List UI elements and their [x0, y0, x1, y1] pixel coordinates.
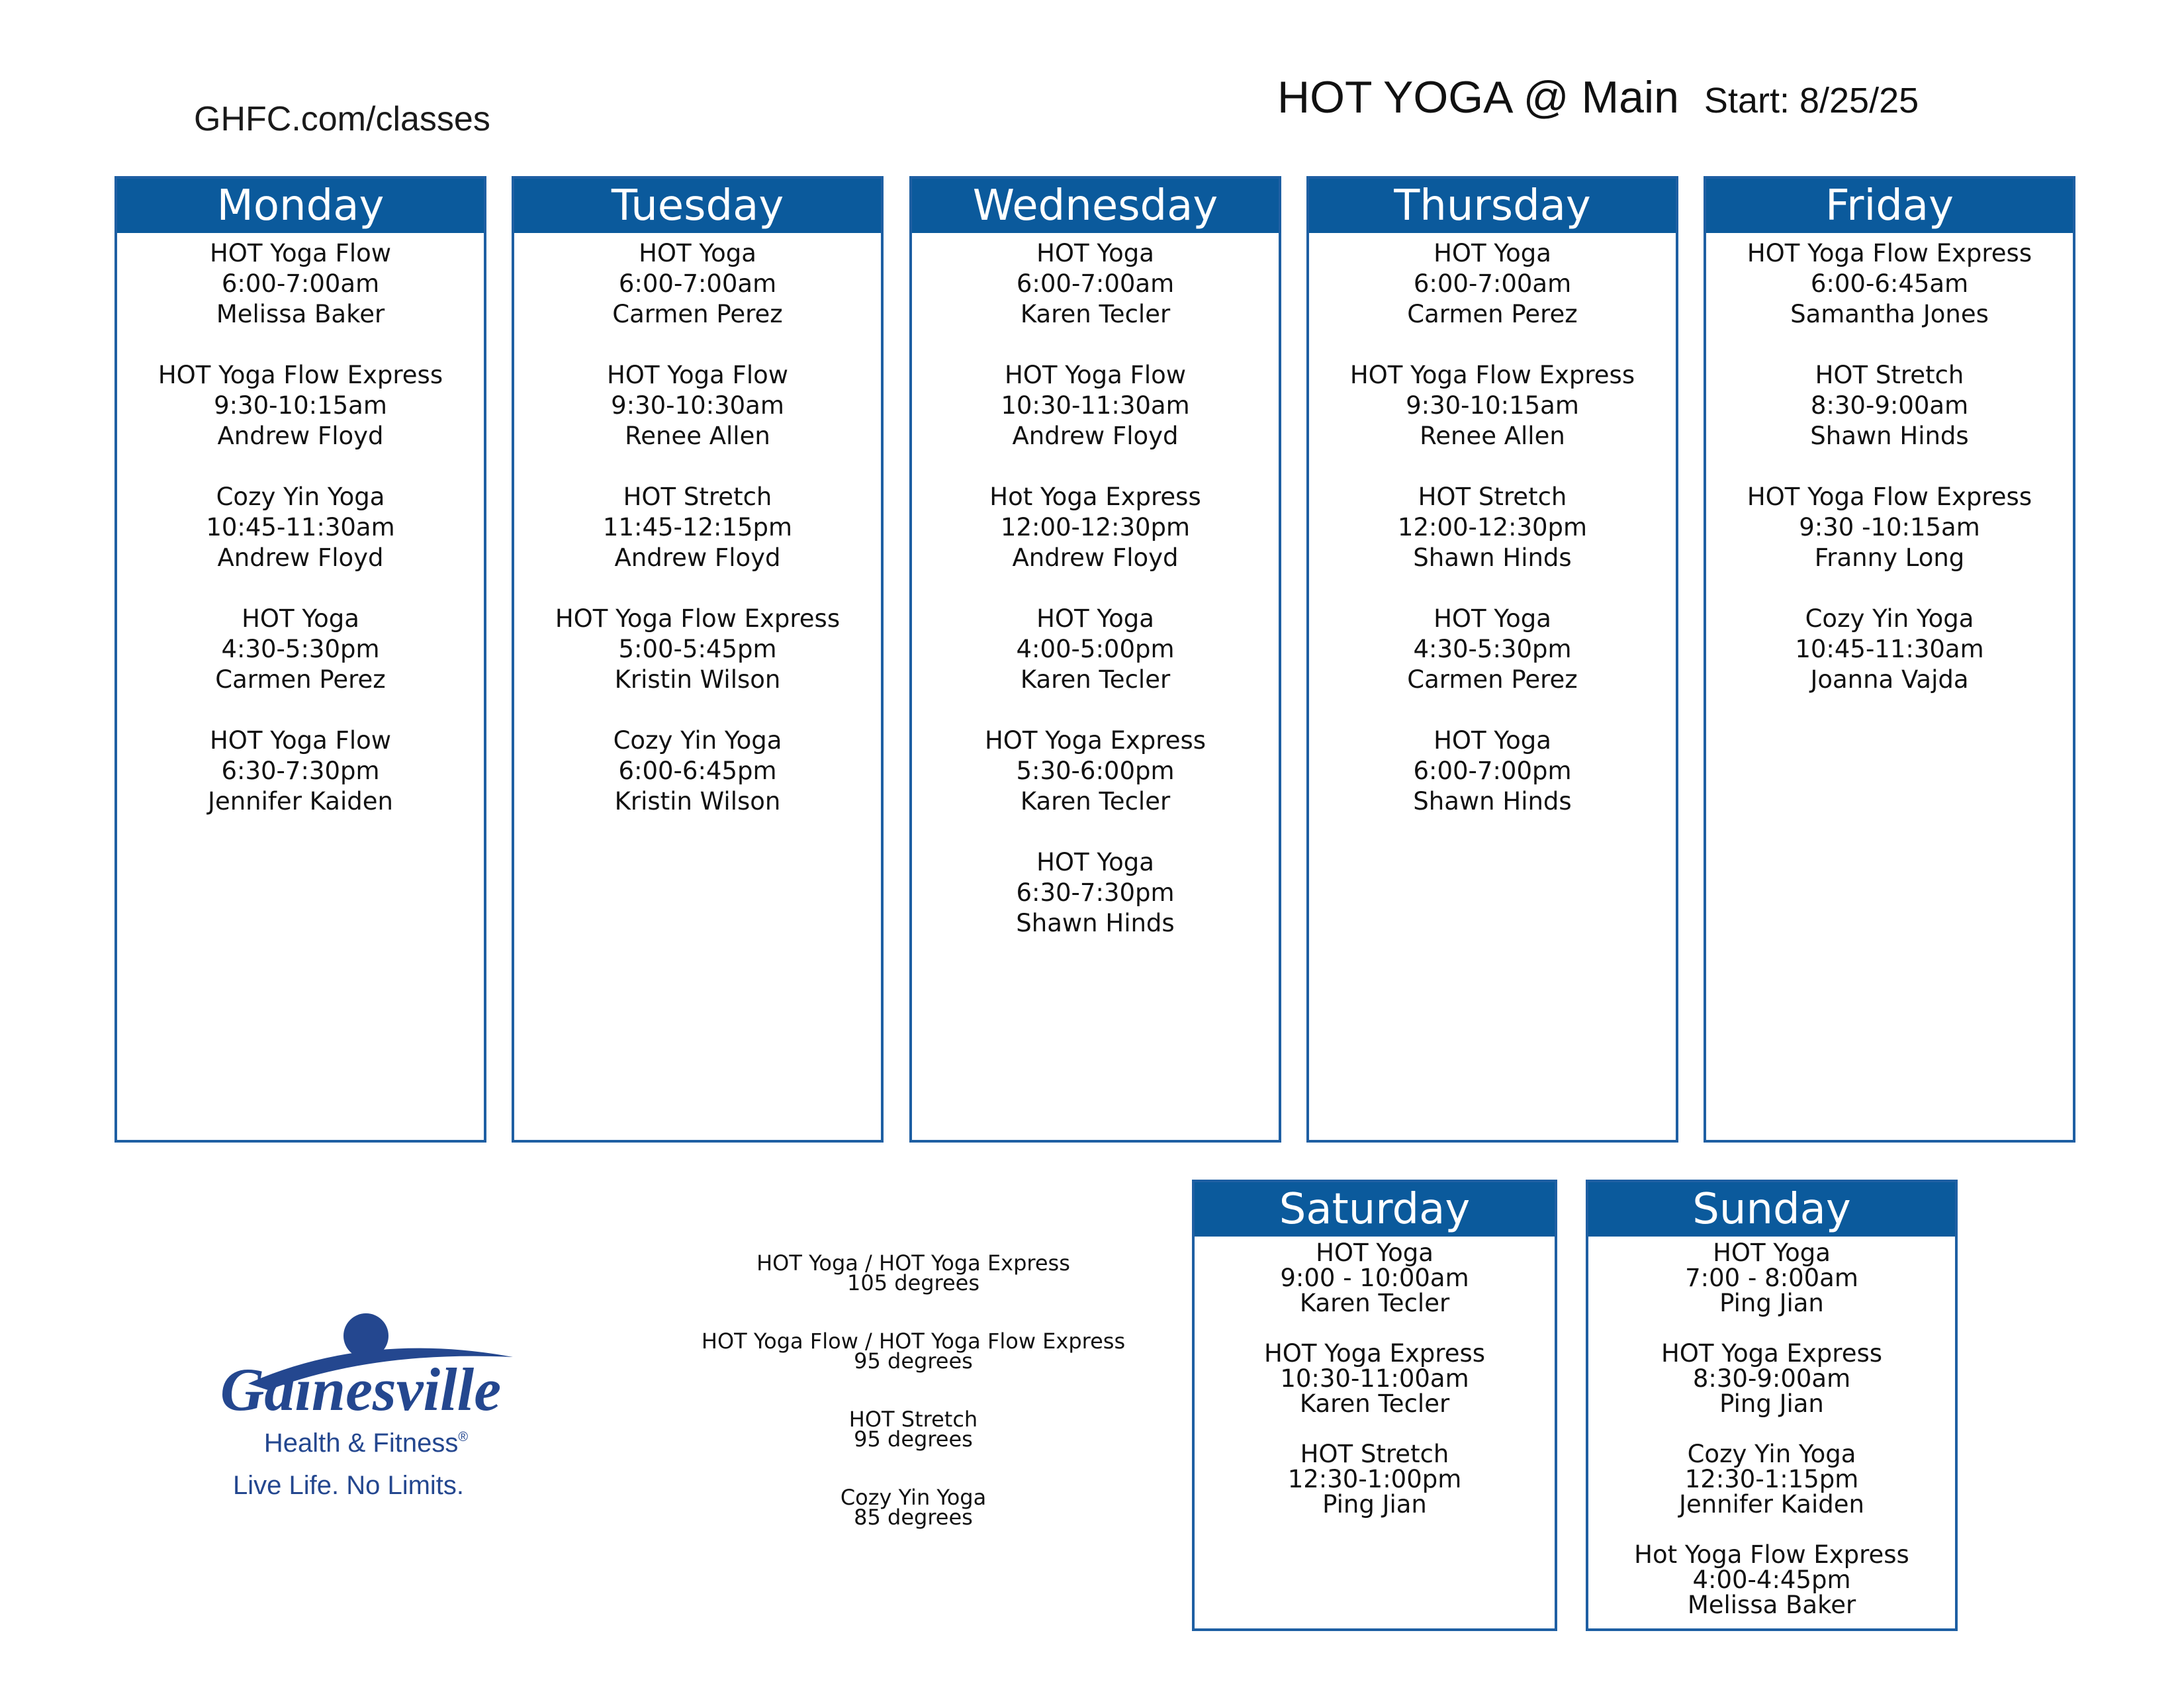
class-time: 6:30-7:30pm — [1016, 878, 1175, 907]
day-header: Saturday — [1195, 1182, 1555, 1237]
class-entry — [1309, 238, 1676, 330]
class-instructor: Carmen Perez — [1407, 300, 1578, 328]
class-time: 10:30-11:00am — [1280, 1364, 1469, 1393]
class-name: HOT Yoga Express — [984, 726, 1206, 755]
class-time: 4:30-5:30pm — [1413, 635, 1572, 663]
day-column-thursday — [1306, 176, 1678, 1143]
class-instructor: Ping Jian — [1719, 1289, 1824, 1317]
day-column-monday — [114, 176, 486, 1143]
class-time: 9:30 -10:15am — [1799, 513, 1980, 541]
class-name: HOT Yoga — [242, 604, 359, 633]
class-instructor: Karen Tecler — [1020, 665, 1171, 694]
class-instructor: Carmen Perez — [215, 665, 386, 694]
class-entry — [514, 482, 881, 573]
class-entry — [514, 238, 881, 330]
class-name: Cozy Yin Yoga — [216, 483, 385, 511]
class-name: HOT Yoga Flow — [606, 361, 788, 389]
class-name: HOT Yoga — [1433, 239, 1551, 267]
class-time: 12:00-12:30pm — [1000, 513, 1191, 541]
class-time: 5:30-6:00pm — [1016, 757, 1175, 785]
class-name: Hot Yoga Express — [989, 483, 1201, 511]
class-entry — [1706, 360, 2073, 451]
class-entry — [912, 238, 1279, 330]
class-time: 5:00-5:45pm — [618, 635, 777, 663]
class-instructor: Andrew Floyd — [217, 543, 384, 572]
class-entry — [1706, 238, 2073, 330]
class-entry — [1706, 482, 2073, 573]
class-entry — [117, 360, 484, 451]
class-name: HOT Yoga Flow — [209, 239, 391, 267]
class-time: 9:00 - 10:00am — [1280, 1264, 1469, 1292]
class-entry — [1588, 1341, 1955, 1417]
day-column-saturday — [1192, 1180, 1557, 1631]
day-column-sunday — [1586, 1180, 1958, 1631]
class-time: 6:30-7:30pm — [221, 757, 380, 785]
class-instructor: Shawn Hinds — [1810, 422, 1969, 450]
class-instructor: Melissa Baker — [216, 300, 385, 328]
class-entry — [1195, 1442, 1555, 1517]
class-instructor: Joanna Vajda — [1810, 665, 1969, 694]
day-header: Friday — [1706, 179, 2073, 233]
class-entry — [1195, 1341, 1555, 1417]
class-instructor: Jennifer Kaiden — [208, 787, 393, 816]
class-instructor: Andrew Floyd — [1012, 543, 1179, 572]
class-time: 4:00-4:45pm — [1692, 1566, 1851, 1594]
schedule-title: HOT YOGA @ Main — [1277, 72, 1679, 122]
class-time: 12:00-12:30pm — [1397, 513, 1588, 541]
class-name: HOT Yoga — [639, 239, 756, 267]
class-time: 6:00-7:00pm — [1413, 757, 1572, 785]
page-title — [1277, 71, 1919, 123]
class-instructor: Renee Allen — [1420, 422, 1565, 450]
class-name: Hot Yoga Flow Express — [1634, 1540, 1909, 1569]
class-entry — [117, 482, 484, 573]
class-instructor: Andrew Floyd — [1012, 422, 1179, 450]
class-name: HOT Yoga Flow Express — [1747, 483, 2032, 511]
class-entry — [1309, 360, 1676, 451]
legend-item: Cozy Yin Yoga 85 degrees — [840, 1485, 987, 1530]
logo-subtitle: Health & Fitness® — [263, 1429, 469, 1458]
class-entry — [1588, 1241, 1955, 1316]
start-date: Start: 8/25/25 — [1704, 81, 1919, 120]
class-time: 9:30-10:15am — [214, 391, 387, 420]
class-instructor: Ping Jian — [1719, 1389, 1824, 1418]
day-column-friday — [1704, 176, 2075, 1143]
class-entry — [514, 726, 881, 817]
class-entry — [1309, 726, 1676, 817]
class-instructor: Andrew Floyd — [614, 543, 781, 572]
class-entry — [1309, 482, 1676, 573]
day-column-wednesday — [909, 176, 1281, 1143]
class-instructor: Melissa Baker — [1687, 1591, 1856, 1619]
class-entry — [1588, 1542, 1955, 1618]
class-entry — [1706, 604, 2073, 695]
class-name: HOT Yoga Flow Express — [1349, 361, 1635, 389]
class-time: 4:30-5:30pm — [221, 635, 380, 663]
day-header: Thursday — [1309, 179, 1676, 233]
class-instructor: Karen Tecler — [1299, 1289, 1450, 1317]
class-entry — [912, 847, 1279, 939]
class-list — [1588, 1237, 1955, 1618]
class-name: HOT Stretch — [1815, 361, 1964, 389]
class-name: HOT Stretch — [1418, 483, 1567, 511]
class-entry — [117, 604, 484, 695]
class-name: Cozy Yin Yoga — [613, 726, 782, 755]
day-header: Tuesday — [514, 179, 881, 233]
class-name: Cozy Yin Yoga — [1687, 1440, 1856, 1468]
class-list — [514, 233, 881, 817]
logo-wordmark: Gainesville — [220, 1356, 502, 1423]
class-entry — [912, 604, 1279, 695]
class-time: 6:00-7:00am — [1016, 269, 1175, 298]
class-time: 11:45-12:15pm — [602, 513, 793, 541]
class-entry — [117, 726, 484, 817]
class-entry — [514, 604, 881, 695]
class-entry — [117, 238, 484, 330]
class-name: HOT Yoga — [1713, 1239, 1831, 1267]
class-entry — [912, 726, 1279, 817]
class-list — [1309, 233, 1676, 817]
class-time: 6:00-6:45pm — [618, 757, 777, 785]
class-time: 8:30-9:00am — [1810, 391, 1969, 420]
class-instructor: Carmen Perez — [612, 300, 783, 328]
class-list — [117, 233, 484, 817]
class-time: 6:00-7:00am — [1413, 269, 1572, 298]
class-instructor: Renee Allen — [625, 422, 770, 450]
class-time: 10:45-11:30am — [206, 513, 395, 541]
class-time: 9:30-10:30am — [611, 391, 784, 420]
class-time: 6:00-7:00am — [221, 269, 380, 298]
class-name: HOT Yoga Flow Express — [158, 361, 443, 389]
website-url: GHFC.com/classes — [194, 100, 490, 138]
class-instructor: Karen Tecler — [1020, 300, 1171, 328]
class-name: HOT Yoga — [1036, 848, 1154, 876]
class-name: HOT Yoga Flow Express — [555, 604, 841, 633]
day-header: Sunday — [1588, 1182, 1955, 1237]
class-entry — [514, 360, 881, 451]
class-name: HOT Yoga Express — [1263, 1339, 1486, 1368]
class-name: HOT Yoga Flow Express — [1747, 239, 2032, 267]
class-instructor: Carmen Perez — [1407, 665, 1578, 694]
class-instructor: Samantha Jones — [1790, 300, 1989, 328]
day-column-tuesday — [512, 176, 884, 1143]
class-time: 10:45-11:30am — [1795, 635, 1984, 663]
class-time: 4:00-5:00pm — [1016, 635, 1175, 663]
class-time: 7:00 - 8:00am — [1685, 1264, 1858, 1292]
class-time: 8:30-9:00am — [1692, 1364, 1851, 1393]
day-header: Monday — [117, 179, 484, 233]
class-instructor: Shawn Hinds — [1413, 787, 1572, 816]
class-instructor: Karen Tecler — [1020, 787, 1171, 816]
class-time: 6:00-6:45am — [1810, 269, 1969, 298]
class-name: HOT Yoga — [1036, 239, 1154, 267]
class-instructor: Shawn Hinds — [1413, 543, 1572, 572]
legend-item: HOT Yoga / HOT Yoga Express 105 degrees — [756, 1250, 1070, 1295]
class-instructor: Franny Long — [1814, 543, 1965, 572]
legend-item: HOT Stretch 95 degrees — [848, 1407, 978, 1452]
class-name: HOT Stretch — [623, 483, 772, 511]
temperature-legend — [688, 1250, 1138, 1566]
class-entry — [912, 482, 1279, 573]
class-instructor: Andrew Floyd — [217, 422, 384, 450]
class-list — [1706, 233, 2073, 695]
class-entry — [1195, 1241, 1555, 1316]
class-time: 12:30-1:15pm — [1684, 1465, 1859, 1493]
class-instructor: Jennifer Kaiden — [1679, 1490, 1864, 1519]
class-name: HOT Yoga — [1316, 1239, 1433, 1267]
class-name: HOT Yoga Flow — [1004, 361, 1186, 389]
day-header: Wednesday — [912, 179, 1279, 233]
class-name: HOT Stretch — [1300, 1440, 1449, 1468]
class-name: HOT Yoga — [1433, 604, 1551, 633]
class-instructor: Karen Tecler — [1299, 1389, 1450, 1418]
class-list — [912, 233, 1279, 939]
legend-item: HOT Yoga Flow / HOT Yoga Flow Express 95 degrees — [701, 1329, 1126, 1374]
tagline: Live Life. No Limits. — [233, 1471, 465, 1500]
class-list — [1195, 1237, 1555, 1517]
class-instructor: Ping Jian — [1322, 1490, 1427, 1519]
class-name: HOT Yoga Flow — [209, 726, 391, 755]
class-name: HOT Yoga — [1433, 726, 1551, 755]
class-instructor: Kristin Wilson — [614, 787, 781, 816]
class-entry — [1309, 604, 1676, 695]
class-time: 10:30-11:30am — [1001, 391, 1190, 420]
class-instructor: Shawn Hinds — [1016, 909, 1175, 937]
class-instructor: Kristin Wilson — [614, 665, 781, 694]
class-time: 6:00-7:00am — [618, 269, 777, 298]
class-time: 9:30-10:15am — [1406, 391, 1579, 420]
class-entry — [1588, 1442, 1955, 1517]
class-name: Cozy Yin Yoga — [1805, 604, 1974, 633]
class-time: 12:30-1:00pm — [1287, 1465, 1462, 1493]
class-name: HOT Yoga Express — [1661, 1339, 1883, 1368]
class-entry — [912, 360, 1279, 451]
class-name: HOT Yoga — [1036, 604, 1154, 633]
